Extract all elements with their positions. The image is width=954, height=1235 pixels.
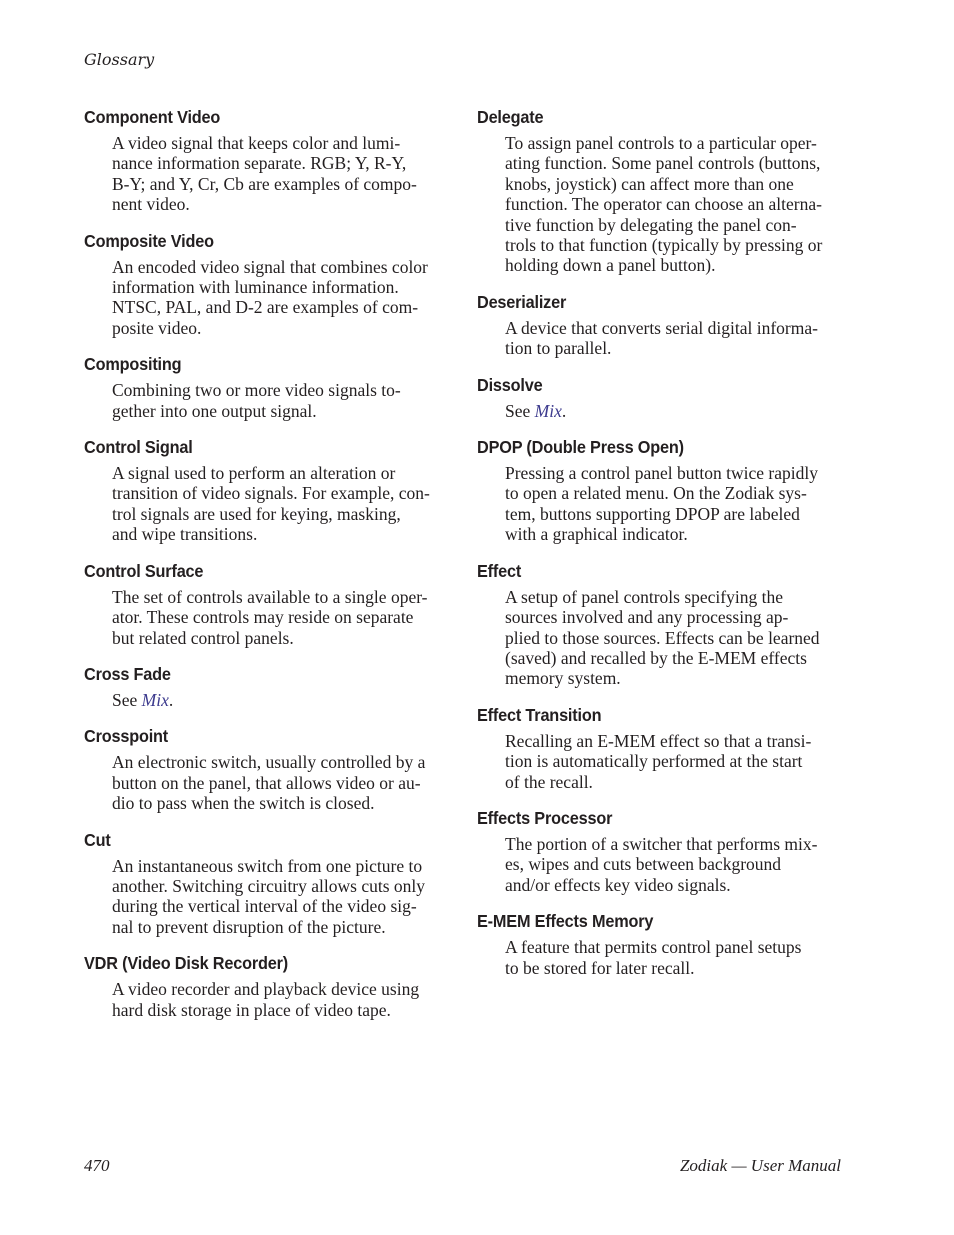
definition-line: to be stored for later recall. (505, 957, 695, 978)
definition-line: memory system. (505, 668, 621, 689)
definition-line: ating function. Some panel controls (buttons, (505, 153, 821, 174)
definition-line: nent video. (112, 194, 190, 215)
glossary-term: Composite Video (84, 230, 214, 251)
definition-line: NTSC, PAL, and D-2 are examples of com- (112, 297, 419, 318)
glossary-entry (477, 560, 849, 689)
definition-line: A video signal that keeps color and lumi- (112, 133, 401, 153)
definition-line: Combining two or more video signals to- (112, 380, 401, 401)
definition-line: information with luminance information. (112, 277, 399, 298)
glossary-entry (84, 353, 456, 421)
glossary-entry (84, 560, 456, 648)
definition-line: of the recall. (505, 771, 593, 792)
glossary-term: Control Signal (84, 437, 193, 458)
glossary-term: VDR (Video Disk Recorder) (84, 953, 288, 974)
definition-line: A device that converts serial digital informa- (505, 317, 818, 338)
glossary-term: Effect Transition (477, 704, 602, 725)
definition-line: function. The operator can choose an alterna- (505, 194, 822, 215)
glossary-entry (84, 663, 456, 710)
glossary-entry (84, 829, 456, 938)
definition-line: Pressing a control panel button twice rapidly (505, 463, 818, 484)
glossary-definition (112, 463, 452, 545)
definition-line: trols to that function (typically by pressing or (505, 235, 823, 256)
definition-line: with a graphical indicator. (505, 524, 688, 545)
manual-title: Zodiak — User Manual (679, 1156, 841, 1175)
glossary-term: Dissolve (477, 374, 543, 395)
glossary-term: E-MEM Effects Memory (477, 911, 654, 932)
glossary-definition (505, 133, 845, 276)
definition-line: To assign panel controls to a particular oper- (505, 133, 817, 153)
glossary-column-right (477, 106, 849, 978)
glossary-entry (84, 725, 456, 813)
glossary-definition (112, 856, 452, 938)
definition-line: another. Switching circuitry allows cuts only (112, 875, 426, 896)
definition-line: posite video. (112, 317, 202, 338)
glossary-term: Cross Fade (84, 663, 171, 684)
glossary-definition (112, 380, 452, 421)
glossary-term: Effect (477, 560, 522, 581)
glossary-definition (505, 731, 845, 792)
definition-line: The set of controls available to a single oper- (112, 586, 428, 607)
definition-line: and/or effects key video signals. (505, 874, 731, 895)
glossary-term: Effects Processor (477, 807, 613, 828)
page-number: 470 (84, 1156, 110, 1175)
definition-line: button on the panel, that allows video or au- (112, 772, 421, 793)
glossary-term: Delegate (477, 107, 544, 127)
glossary-term: Crosspoint (84, 726, 169, 747)
glossary-definition (505, 401, 845, 421)
definition-line: trol signals are used for keying, masking, (112, 503, 401, 524)
definition-line: to open a related menu. On the Zodiak sys- (505, 483, 807, 504)
cross-reference-link[interactable]: Mix (534, 400, 562, 421)
definition-line: tion is automatically performed at the start (505, 751, 803, 772)
glossary-definition (505, 463, 845, 545)
definition-line: An encoded video signal that combines color (112, 256, 428, 277)
definition-line: transition of video signals. For example, con- (112, 483, 430, 504)
glossary-definition (112, 587, 452, 648)
glossary-term: Compositing (84, 354, 182, 375)
glossary-definition (112, 752, 452, 813)
definition-line: knobs, joystick) can affect more than one (505, 173, 794, 194)
glossary-definition (505, 937, 845, 978)
definition-line: A video recorder and playback device using (112, 979, 420, 1000)
definition-line: An electronic switch, usually controlled by a (112, 752, 426, 773)
glossary-definition (112, 690, 452, 710)
definition-line: The portion of a switcher that performs mix- (505, 833, 818, 854)
glossary-entry (477, 704, 849, 792)
definition-line: but related control panels. (112, 627, 294, 648)
definition-line: sources involved and any processing ap- (505, 607, 789, 628)
definition-line: A feature that permits control panel setups (505, 937, 802, 958)
glossary-entry (477, 807, 849, 895)
definition-line: tem, buttons supporting DPOP are labeled (505, 503, 800, 524)
glossary-definition (112, 133, 452, 215)
definition-line: tion to parallel. (505, 338, 612, 359)
glossary-entry (84, 952, 456, 1020)
definition-line: and wipe transitions. (112, 524, 258, 545)
definition-line: holding down a panel button). (505, 255, 716, 276)
definition-line: ator. These controls may reside on separate (112, 607, 414, 628)
glossary-definition (505, 834, 845, 895)
glossary-definition (112, 257, 452, 339)
glossary-term: Deserializer (477, 291, 567, 312)
definition-line: tive function by delegating the panel con- (505, 214, 797, 235)
definition-line: hard disk storage in place of video tape. (112, 999, 391, 1020)
definition-line: nal to prevent disruption of the picture. (112, 916, 386, 937)
glossary-term: DPOP (Double Press Open) (477, 437, 684, 458)
glossary-entry (84, 230, 456, 339)
glossary-term: Cut (84, 829, 111, 850)
glossary-entry (477, 374, 849, 421)
glossary-entry (477, 291, 849, 359)
glossary-entry (477, 106, 849, 276)
definition-line: nance information separate. RGB; Y, R-Y, (112, 153, 407, 174)
glossary-column-left (84, 106, 456, 1020)
definition-line: B-Y; and Y, Cr, Cb are examples of compo- (112, 173, 417, 194)
glossary-entry (84, 436, 456, 545)
definition-line: plied to those sources. Effects can be learned (505, 627, 820, 648)
glossary-term: Control Surface (84, 560, 204, 581)
see-suffix: . (168, 689, 174, 710)
glossary-entry (477, 910, 849, 978)
definition-line: A setup of panel controls specifying the (505, 586, 783, 607)
see-prefix: See (112, 689, 142, 710)
glossary-term: Component Video (84, 107, 221, 127)
glossary-definition (505, 587, 845, 689)
definition-line: dio to pass when the switch is closed. (112, 793, 375, 814)
glossary-definition (505, 318, 845, 359)
see-prefix: See (505, 400, 535, 421)
definition-line: An instantaneous switch from one picture to (112, 855, 423, 876)
running-header: Glossary (84, 50, 155, 69)
definition-line: Recalling an E-MEM effect so that a transi- (505, 730, 812, 751)
definition-line: A signal used to perform an alteration or (112, 463, 396, 484)
cross-reference-link[interactable]: Mix (141, 689, 169, 710)
glossary-entry (477, 436, 849, 545)
definition-line: during the vertical interval of the video sig- (112, 896, 417, 917)
definition-line: gether into one output signal. (112, 400, 317, 421)
definition-line: es, wipes and cuts between background (505, 854, 782, 875)
glossary-definition (112, 979, 452, 1020)
glossary-entry (84, 106, 456, 215)
definition-line: (saved) and recalled by the E-MEM effects (505, 647, 807, 668)
see-suffix: . (561, 400, 567, 421)
